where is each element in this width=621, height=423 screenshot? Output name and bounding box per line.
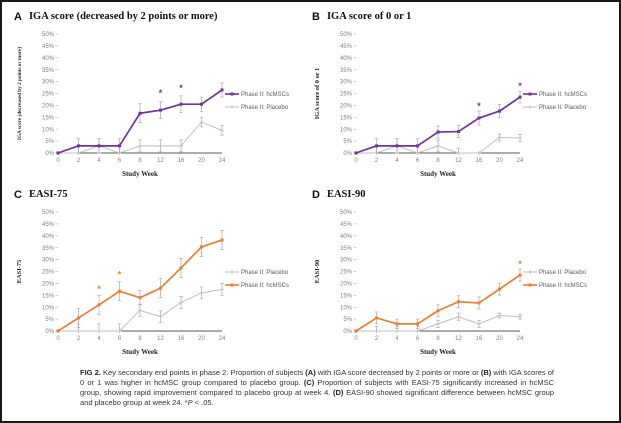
- svg-text:24: 24: [516, 336, 524, 342]
- svg-text:20%: 20%: [41, 103, 54, 110]
- svg-text:20%: 20%: [41, 281, 54, 288]
- caption-a-label: (A): [305, 368, 316, 377]
- chart-svg-a: [10, 27, 302, 179]
- caption-text-6: < .05.: [192, 397, 214, 407]
- svg-text:10%: 10%: [339, 305, 352, 312]
- svg-text:5%: 5%: [45, 317, 54, 324]
- caption-c-label: (C): [303, 377, 315, 387]
- caption-fig-label: FIG 2.: [80, 368, 101, 377]
- svg-text:0%: 0%: [343, 329, 352, 336]
- panel-d-title-text: EASI-90: [326, 189, 366, 201]
- svg-text:6: 6: [117, 158, 122, 164]
- caption-text-4: Proportion of subjects with EASI-75 significantly increased in hcMSC group, showing rapid improvement compared to placebo group at week 4.: [80, 377, 555, 397]
- panel-b: [308, 6, 614, 182]
- svg-text:20: 20: [496, 336, 503, 342]
- chart-svg-d: [308, 205, 600, 357]
- svg-text:2: 2: [76, 158, 81, 164]
- panel-b-title-text: IGA score of 0 or 1: [326, 11, 412, 23]
- svg-text:8: 8: [138, 158, 142, 164]
- x-axis: [354, 153, 524, 164]
- svg-text:24: 24: [218, 158, 226, 164]
- series-phase-ii-hcmscs: [57, 231, 224, 333]
- x-axis-label: Study Week: [420, 170, 456, 178]
- svg-text:0: 0: [354, 158, 358, 164]
- svg-text:45%: 45%: [339, 44, 352, 50]
- svg-text:20: 20: [198, 336, 205, 342]
- svg-text:16: 16: [177, 336, 185, 342]
- svg-text:25%: 25%: [41, 269, 54, 276]
- svg-text:8: 8: [138, 336, 142, 342]
- legend-label: Phase II: Placebo: [241, 105, 289, 112]
- svg-text:50%: 50%: [41, 210, 54, 217]
- svg-text:30%: 30%: [339, 257, 352, 264]
- svg-text:40%: 40%: [41, 233, 54, 240]
- x-axis: [56, 153, 226, 164]
- svg-text:15%: 15%: [41, 115, 54, 122]
- significance-asterisk: *: [179, 83, 183, 94]
- x-axis-label: Study Week: [122, 170, 158, 178]
- svg-text:16: 16: [475, 336, 483, 342]
- svg-text:20: 20: [496, 158, 503, 164]
- svg-text:0: 0: [56, 158, 60, 164]
- svg-text:35%: 35%: [41, 245, 54, 252]
- svg-text:0: 0: [354, 336, 358, 342]
- x-axis-label: Study Week: [122, 348, 158, 356]
- y-axis: [42, 32, 59, 157]
- svg-text:45%: 45%: [41, 44, 54, 50]
- panel-b-letter: B: [312, 10, 320, 23]
- significance-asterisk: *: [158, 88, 163, 98]
- svg-text:5%: 5%: [343, 317, 352, 324]
- svg-text:2: 2: [374, 158, 379, 164]
- svg-text:4: 4: [97, 158, 101, 164]
- svg-text:2: 2: [374, 336, 379, 342]
- svg-text:0%: 0%: [45, 329, 54, 336]
- legend-label: Phase II: hcMSCs: [539, 283, 588, 290]
- svg-text:15%: 15%: [339, 115, 352, 122]
- svg-text:2: 2: [76, 336, 81, 342]
- svg-text:40%: 40%: [339, 233, 352, 240]
- x-axis-label: Study Week: [420, 348, 456, 356]
- svg-text:5%: 5%: [45, 139, 54, 146]
- svg-text:50%: 50%: [41, 32, 54, 39]
- svg-text:40%: 40%: [41, 55, 54, 62]
- legend: [225, 270, 289, 289]
- panel-c-title-text: EASI-75: [28, 189, 68, 201]
- svg-text:15%: 15%: [41, 293, 54, 300]
- svg-text:12: 12: [455, 336, 462, 342]
- chart-svg-b: [308, 27, 600, 179]
- chart-svg-c: [10, 205, 302, 357]
- svg-text:35%: 35%: [339, 245, 352, 252]
- svg-text:24: 24: [516, 158, 524, 164]
- panel-a-title-text: IGA score (decreased by 2 points or more): [28, 11, 218, 23]
- legend: [523, 270, 587, 289]
- panel-d-letter: D: [312, 188, 320, 201]
- panel-b-title: [312, 8, 614, 26]
- panel-c: [10, 184, 304, 364]
- panel-a-title: [14, 8, 304, 26]
- svg-text:12: 12: [455, 158, 462, 164]
- svg-text:45%: 45%: [41, 222, 54, 228]
- legend-label: Phase II: hcMSCs: [539, 92, 588, 99]
- significance-asterisk: *: [518, 80, 522, 91]
- svg-text:30%: 30%: [41, 79, 54, 86]
- caption-text-2: with IGA score decreased by 2 points or more or: [315, 368, 481, 377]
- y-axis-label: IGA score of 0 or 1: [314, 67, 321, 120]
- legend-label: Phase II: Placebo: [539, 270, 587, 277]
- caption-text-3: with IGA scores of 0 or 1 was higher in hcMSC group compared to placebo group.: [80, 368, 555, 387]
- legend-label: Phase II: Placebo: [241, 270, 289, 277]
- panel-d: [308, 184, 614, 364]
- svg-text:20%: 20%: [339, 103, 352, 110]
- svg-text:6: 6: [415, 336, 420, 342]
- y-axis: [340, 32, 357, 157]
- svg-text:20%: 20%: [339, 281, 352, 288]
- panel-c-letter: C: [14, 188, 22, 201]
- chart-b: [308, 27, 614, 184]
- svg-text:6: 6: [117, 336, 122, 342]
- caption-text-1: Key secondary end points in phase 2. Proportion of subjects: [100, 368, 306, 377]
- svg-text:10%: 10%: [41, 127, 54, 134]
- significance-markers: [518, 259, 522, 269]
- svg-text:0%: 0%: [343, 151, 352, 158]
- svg-text:4: 4: [395, 336, 399, 342]
- svg-text:4: 4: [97, 336, 101, 342]
- legend: [225, 92, 289, 111]
- panel-a: [10, 6, 304, 182]
- svg-text:45%: 45%: [339, 222, 352, 228]
- svg-text:4: 4: [395, 158, 399, 164]
- significance-asterisk: *: [518, 258, 522, 269]
- svg-text:25%: 25%: [339, 269, 352, 276]
- svg-text:0: 0: [56, 336, 60, 342]
- svg-text:8: 8: [436, 158, 440, 164]
- svg-text:50%: 50%: [339, 32, 352, 39]
- svg-text:35%: 35%: [339, 67, 352, 74]
- caption-text-5: EASI-90 showed significant difference between hcMSC group and placebo group at week 24. *: [80, 387, 554, 407]
- chart-a: [10, 27, 304, 184]
- legend-label: Phase II: hcMSCs: [241, 92, 290, 99]
- panel-d-title: [312, 186, 614, 204]
- caption-p-italic: P: [187, 397, 193, 407]
- svg-text:25%: 25%: [339, 91, 352, 98]
- svg-text:6: 6: [415, 158, 420, 164]
- significance-asterisk: *: [117, 269, 122, 280]
- svg-text:16: 16: [177, 158, 185, 164]
- svg-text:5%: 5%: [343, 139, 352, 146]
- svg-text:50%: 50%: [339, 210, 352, 217]
- chart-c: [10, 205, 304, 362]
- svg-text:16: 16: [475, 158, 483, 164]
- chart-d: [308, 205, 614, 362]
- svg-text:0%: 0%: [45, 151, 54, 158]
- significance-asterisk: *: [477, 101, 481, 112]
- svg-text:15%: 15%: [339, 293, 352, 300]
- svg-text:10%: 10%: [339, 127, 352, 134]
- caption-b-label: (B): [480, 368, 492, 377]
- svg-text:30%: 30%: [41, 257, 54, 264]
- svg-text:30%: 30%: [339, 79, 352, 86]
- svg-text:40%: 40%: [339, 55, 352, 62]
- y-axis: [340, 210, 357, 335]
- x-axis: [56, 331, 226, 342]
- svg-text:12: 12: [157, 336, 164, 342]
- svg-text:20: 20: [198, 158, 205, 164]
- svg-text:24: 24: [218, 336, 226, 342]
- legend-label: Phase II: hcMSCs: [241, 283, 290, 290]
- legend-label: Phase II: Placebo: [539, 105, 587, 112]
- svg-text:12: 12: [157, 158, 164, 164]
- y-axis: [42, 210, 59, 335]
- y-axis-label: EASI-90: [314, 259, 321, 284]
- svg-text:10%: 10%: [41, 305, 54, 312]
- legend: [523, 92, 587, 111]
- svg-text:8: 8: [436, 336, 440, 342]
- svg-text:35%: 35%: [41, 67, 54, 74]
- panel-c-title: [14, 186, 304, 204]
- figure-caption: [80, 368, 554, 408]
- y-axis-label: EASI-75: [16, 259, 23, 284]
- y-axis-label: IGA score (decreased by 2 points or more): [17, 46, 23, 141]
- significance-asterisk: *: [97, 283, 101, 294]
- x-axis: [354, 331, 524, 342]
- panel-a-letter: A: [14, 10, 22, 23]
- svg-text:25%: 25%: [41, 91, 54, 98]
- caption-d-label: (D): [333, 387, 344, 397]
